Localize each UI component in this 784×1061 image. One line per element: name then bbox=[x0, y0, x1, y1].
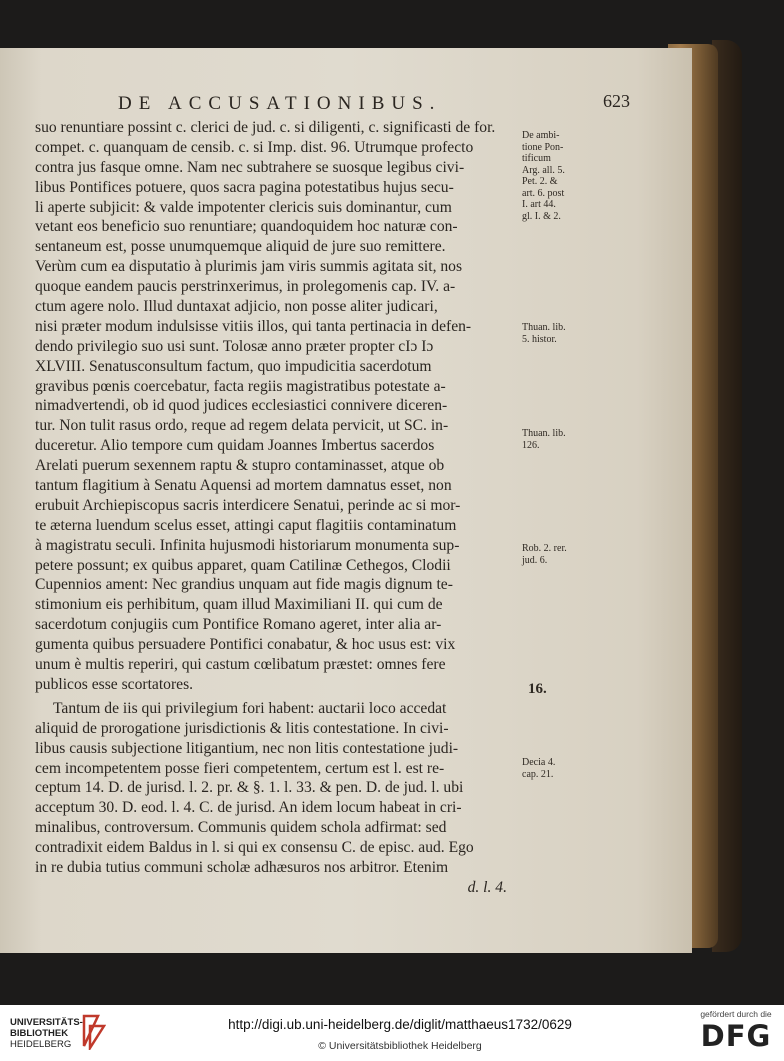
main-text-block bbox=[35, 118, 517, 898]
text-line: unum è multis reperiri, qui castum cœlibatum præstet: omnes fere bbox=[35, 656, 446, 674]
margin-note bbox=[522, 757, 592, 780]
text-line: ctum agere nolo. Illud duntaxat adjicio, non posse aliter judicari, bbox=[35, 298, 438, 316]
margin-note-line: Arg. all. 5. bbox=[522, 164, 565, 176]
funding-note: gefördert durch die bbox=[700, 1009, 772, 1019]
text-line: à magistratu seculi. Infinita hujusmodi historiarum monumenta sup- bbox=[35, 536, 460, 554]
institution-name: UNIVERSITÄTS- BIBLIOTHEK HEIDELBERG bbox=[10, 1017, 83, 1050]
margin-note bbox=[522, 130, 592, 222]
margin-note-line: 5. histor. bbox=[522, 333, 557, 345]
margin-note-line: Decia 4. bbox=[522, 757, 556, 768]
text-line: in re dubia tutius communi scholæ adhæsuros nos arbitror. Etenim bbox=[35, 858, 449, 876]
margin-note-line: tificum bbox=[522, 153, 551, 164]
viewer-footer bbox=[0, 1005, 784, 1061]
text-line: tur. Non tulit rasus ordo, reque ad regem delata pervicit, ut SC. in- bbox=[35, 417, 449, 435]
text-line: duceretur. Alio tempore cum quidam Joannes Imbertus sacerdos bbox=[35, 437, 435, 455]
margin-note-line: Rob. 2. rer. bbox=[522, 543, 567, 554]
text-line: contra jus fasque omne. Nam nec subtrahere se suosque legibus civi- bbox=[35, 158, 465, 176]
margin-note bbox=[522, 322, 592, 345]
text-line: ceptum 14. D. de jurisd. l. 2. pr. & §. 1. l. 33. & pen. D. de jud. l. ubi bbox=[35, 779, 464, 797]
text-line: suo renuntiare possint c. clerici de jud. c. si diligenti, c. significasti de for. bbox=[35, 119, 496, 136]
text-line: compet. c. quanquam de censib. c. si Imp. dist. 96. Utrumque profecto bbox=[35, 138, 474, 156]
text-line: contradixit eidem Baldus in l. si qui ex consensu C. de episc. aud. Ego bbox=[35, 839, 474, 857]
margin-note bbox=[522, 428, 592, 451]
text-line: aliquid de prorogatione jurisdictionis & litis contestatione. In civi- bbox=[35, 719, 449, 737]
text-line: tantum flagitium à Senatu Aquensi ad mortem damnatus esset, non bbox=[35, 477, 452, 495]
margin-note-line: 126. bbox=[522, 439, 540, 451]
text-line: XLVIII. Senatusconsultum factum, quo impudicitia sacerdotum bbox=[35, 357, 432, 375]
catchword: d. l. 4. bbox=[467, 878, 507, 896]
text-line: gravibus pœnis coercebatur, facta regiis magistratibus potestate a- bbox=[35, 377, 446, 395]
copyright-notice: © Universitätsbibliothek Heidelberg bbox=[318, 1040, 482, 1052]
text-line: minalibus, controversum. Communis quidem schola adfirmat: sed bbox=[35, 819, 447, 837]
text-line: te æterna luendum scelus esset, attingi caput flagitiis contaminatum bbox=[35, 516, 457, 534]
running-header: DE ACCUSATIONIBUS. bbox=[118, 93, 442, 114]
margin-note-line: tione Pon- bbox=[522, 141, 564, 153]
margin-note bbox=[522, 543, 592, 566]
text-line: gumenta quibus persuadere Pontifici conabatur, & hoc usus est: vix bbox=[35, 636, 456, 654]
text-line: vetant eos beneficio suo renuntiare; quandoquidem hoc naturæ con- bbox=[35, 218, 458, 236]
margin-note bbox=[528, 681, 598, 697]
text-line: libus causis subjectione litigantium, nec non litis contestatione judi- bbox=[35, 739, 459, 757]
text-line: petere possunt; ex quibus apparet, quam Catilinæ Cethegos, Clodii bbox=[35, 556, 451, 574]
text-line: acceptum 30. D. eod. l. 4. C. de jurisd. An idem locum habeat in cri- bbox=[35, 799, 462, 817]
text-line: nisi præter modum indulsisse vitiis illos, qui tanta pertinacia in defen- bbox=[35, 317, 472, 335]
page-number: 623 bbox=[603, 91, 630, 111]
dfg-logo: DFG bbox=[700, 1019, 772, 1053]
text-line: stimonium eis perhibitum, quam illud Maximiliani II. qui cum de bbox=[35, 596, 443, 614]
text-line: Cupennios ament: Nec grandius unquam aut fide magis dignum te- bbox=[35, 576, 453, 594]
text-line: quoque eandem paucis perstrinxerimus, in prolegomenis cap. IV. a- bbox=[35, 278, 456, 296]
text-line: dendo privilegio suo usi sunt. Tolosæ anno præter propter cIɔ Iɔ bbox=[35, 337, 434, 355]
university-logo-icon bbox=[80, 1012, 106, 1050]
text-line: publicos esse scortatores. bbox=[35, 675, 194, 693]
text-line: sacerdotum conjugiis cum Pontifice Romano ageret, inter alia ar- bbox=[35, 616, 442, 634]
text-line: Tantum de iis qui privilegium fori habent: auctarii loco accedat bbox=[53, 699, 447, 717]
margin-note-line: cap. 21. bbox=[522, 768, 554, 780]
text-line: nimadvertendi, ob id quod judices ecclesiastici connivere diceren- bbox=[35, 397, 448, 415]
text-line: Verùm cum ea disputatio à plurimis jam viris summis agitata sit, nos bbox=[35, 258, 463, 276]
margin-note-line: Thuan. lib. bbox=[522, 322, 566, 333]
margin-note-line: De ambi- bbox=[522, 130, 560, 141]
text-line: li aperte subjicit: & valde impotenter clericis suis dominantur, cum bbox=[35, 198, 452, 216]
margin-note-line: 16. bbox=[528, 681, 547, 697]
margin-note-line: I. art 44. bbox=[522, 199, 556, 210]
margin-note-line: jud. 6. bbox=[522, 554, 548, 566]
margin-note-line: gl. I. & 2. bbox=[522, 210, 561, 222]
margin-note-line: Thuan. lib. bbox=[522, 428, 566, 439]
permalink-url[interactable]: http://digi.ub.uni-heidelberg.de/diglit/matthaeus1732/0629 bbox=[228, 1017, 572, 1032]
text-line: erubuit Archiepiscopus sacris interdicere Senatui, perinde ac si mor- bbox=[35, 496, 461, 514]
text-line: Arelati puerum sexennem raptu & stupro contaminasset, atque ob bbox=[35, 457, 445, 475]
margin-note-line: Pet. 2. & bbox=[522, 176, 558, 187]
margin-note-line: art. 6. post bbox=[522, 187, 565, 199]
text-line: libus Pontifices potuere, quos sacra pagina potestatibus hujus secu- bbox=[35, 178, 454, 196]
text-line: sentaneum est, posse unumquemque aliquid de jure suo remittere. bbox=[35, 238, 446, 256]
text-line: cem incompetentem posse fieri competentem, certum est l. est re- bbox=[35, 759, 445, 777]
